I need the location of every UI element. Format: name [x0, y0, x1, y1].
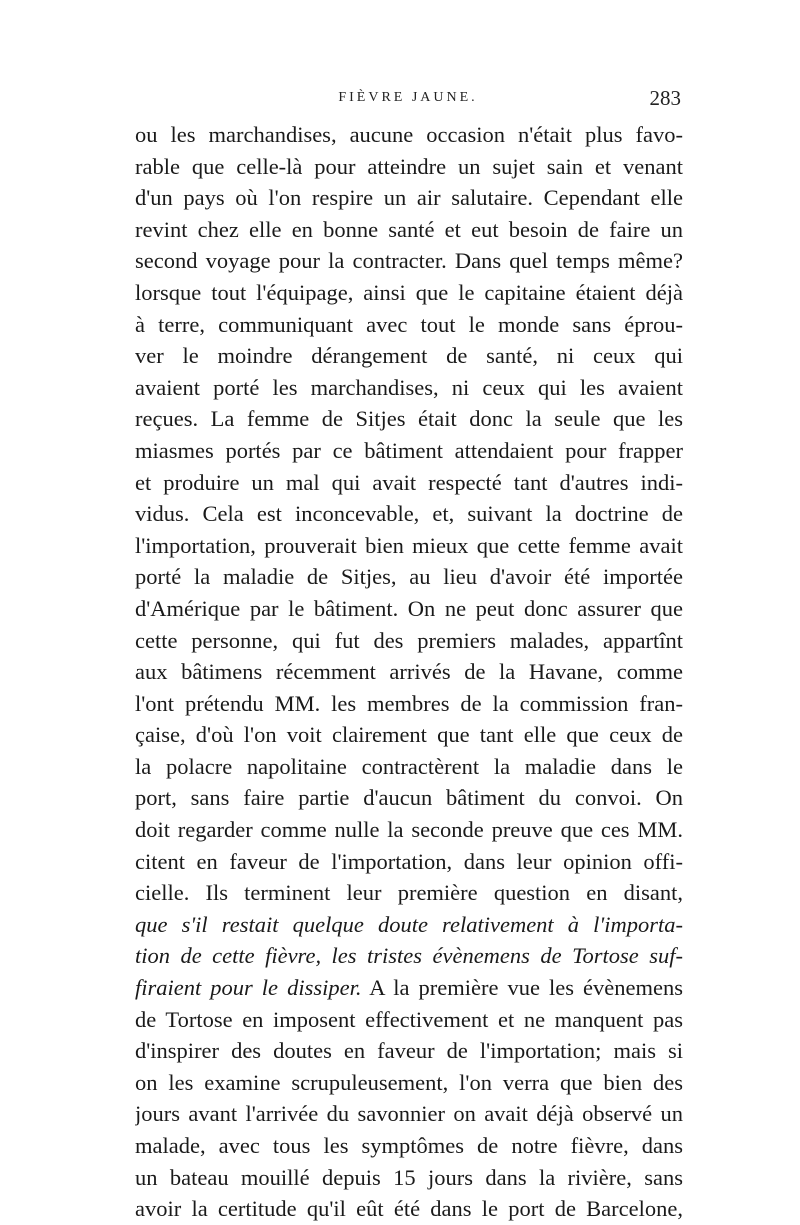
- text-segment: citent en faveur de l'importation, dans leur opinion offi-: [135, 848, 683, 874]
- text-line: [135, 561, 683, 593]
- text-line: [135, 214, 683, 246]
- text-segment: avaient porté les marchandises, ni ceux qui les avaient: [135, 374, 683, 400]
- text-segment: cielle. Ils terminent leur première question en disant,: [135, 880, 683, 906]
- text-line: [135, 435, 683, 467]
- text-segment: avoir la certitude qu'il eût été dans le port de Barcelone,: [135, 1196, 683, 1222]
- text-segment: revint chez elle en bonne santé et eut besoin de faire un: [135, 216, 683, 242]
- text-segment: çaise, d'où l'on voit clairement que tant elle que ceux de: [135, 722, 683, 748]
- text-segment: de Tortose en imposent effectivement et ne manquent pas: [135, 1006, 683, 1032]
- text-line: [135, 1162, 683, 1194]
- text-line: [135, 846, 683, 878]
- text-segment: ou les marchandises, aucune occasion n'était plus favo-: [135, 122, 683, 147]
- text-line: [135, 782, 683, 814]
- text-line: [135, 972, 683, 1004]
- text-segment: d'un pays où l'on respire un air salutaire. Cependant elle: [135, 185, 683, 211]
- body-text: [135, 119, 683, 1225]
- text-segment: cette personne, qui fut des premiers malades, appartînt: [135, 627, 683, 653]
- text-segment: reçues. La femme de Sitjes était donc la seule que les: [135, 406, 683, 432]
- italic-quote-segment: que s'il restait quelque doute relativement à l'importa-: [135, 911, 683, 937]
- text-segment: vidus. Cela est inconcevable, et, suivant la doctrine de: [135, 501, 683, 527]
- text-line: [135, 309, 683, 341]
- text-line: [135, 814, 683, 846]
- text-segment: la polacre napolitaine contractèrent la maladie dans le: [135, 753, 683, 779]
- text-line: [135, 403, 683, 435]
- text-line: [135, 751, 683, 783]
- text-segment: d'Amérique par le bâtiment. On ne peut donc assurer que: [135, 595, 683, 621]
- text-segment: et produire un mal qui avait respecté tant d'autres indi-: [135, 469, 683, 495]
- text-line: [135, 593, 683, 625]
- text-segment: aux bâtimens récemment arrivés de la Havane, comme: [135, 659, 683, 685]
- running-title: FIÈVRE JAUNE.: [338, 90, 478, 105]
- text-line: [135, 151, 683, 183]
- italic-quote-segment: tion de cette fièvre, les tristes évènemens de Tortose suf-: [135, 943, 683, 969]
- text-segment: l'ont prétendu MM. les membres de la commission fran-: [135, 690, 683, 716]
- text-line: [135, 688, 683, 720]
- text-segment: ver le moindre dérangement de santé, ni ceux qui: [135, 343, 683, 369]
- text-segment: d'inspirer des doutes en faveur de l'importation; mais si: [135, 1038, 683, 1064]
- text-segment: on les examine scrupuleusement, l'on verra que bien des: [135, 1069, 683, 1095]
- text-segment: rable que celle-là pour atteindre un sujet sain et venant: [135, 153, 683, 179]
- text-line: [135, 119, 683, 151]
- text-line: [135, 877, 683, 909]
- text-line: [135, 1035, 683, 1067]
- text-line: [135, 1193, 683, 1225]
- text-line: [135, 498, 683, 530]
- text-line: [135, 625, 683, 657]
- text-line: [135, 656, 683, 688]
- text-segment: jours avant l'arrivée du savonnier on avait déjà observé un: [135, 1101, 683, 1127]
- text-segment: doit regarder comme nulle la seconde preuve que ces MM.: [135, 817, 683, 843]
- text-segment: miasmes portés par ce bâtiment attendaient pour frapper: [135, 437, 683, 463]
- text-segment: lorsque tout l'équipage, ainsi que le capitaine étaient déjà: [135, 279, 683, 305]
- page-number: 283: [649, 86, 681, 110]
- text-line: [135, 372, 683, 404]
- text-line: [135, 1067, 683, 1099]
- text-segment: malade, avec tous les symptômes de notre fièvre, dans: [135, 1133, 683, 1158]
- text-line: [135, 719, 683, 751]
- text-line: [135, 277, 683, 309]
- text-line: [135, 1004, 683, 1036]
- text-line: [135, 467, 683, 499]
- text-line: [135, 1098, 683, 1130]
- text-line: [135, 909, 683, 941]
- text-segment: A la première vue les évènemens: [361, 975, 683, 1001]
- page-header: [135, 86, 681, 116]
- text-segment: second voyage pour la contracter. Dans quel temps même?: [135, 248, 683, 274]
- text-segment: un bateau mouillé depuis 15 jours dans la rivière, sans: [135, 1164, 683, 1190]
- text-segment: l'importation, prouverait bien mieux que cette femme avait: [135, 532, 683, 558]
- text-line: [135, 940, 683, 972]
- text-segment: à terre, communiquant avec tout le monde sans éprou-: [135, 311, 683, 337]
- italic-quote-segment: firaient pour le dissiper.: [135, 975, 362, 1001]
- text-line: [135, 530, 683, 562]
- text-line: [135, 182, 683, 214]
- text-line: [135, 245, 683, 277]
- text-segment: port, sans faire partie d'aucun bâtiment du convoi. On: [135, 785, 683, 811]
- text-line: [135, 340, 683, 372]
- text-line: [135, 1130, 683, 1162]
- text-segment: porté la maladie de Sitjes, au lieu d'avoir été importée: [135, 564, 683, 590]
